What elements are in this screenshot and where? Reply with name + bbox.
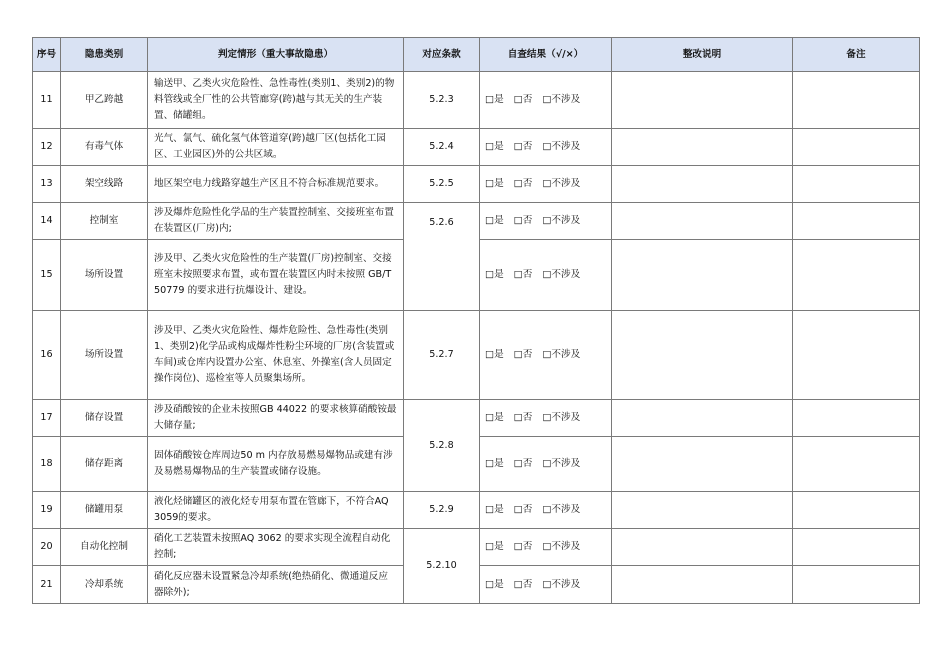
row-remark[interactable] xyxy=(793,240,920,311)
option-no[interactable]: □否 xyxy=(513,141,533,152)
row-clause: 5.2.9 xyxy=(404,492,480,529)
row-result xyxy=(480,492,612,529)
option-no[interactable]: □否 xyxy=(513,178,533,189)
row-no: 20 xyxy=(33,529,61,566)
row-result xyxy=(480,529,612,566)
row-remark[interactable] xyxy=(793,203,920,240)
row-rectification[interactable] xyxy=(612,311,793,400)
row-category: 架空线路 xyxy=(61,166,148,203)
option-yes[interactable]: □是 xyxy=(485,578,504,590)
option-na[interactable]: □不涉及 xyxy=(542,141,581,152)
row-criteria: 涉及甲、乙类火灾危险性的生产装置(厂房)控制室、交接班室未按照要求布置，或布置在装置区内时未按照 GB/T 50779 的要求进行抗爆设计、建设。 xyxy=(148,240,404,311)
row-no: 15 xyxy=(33,240,61,311)
table-row xyxy=(33,129,920,166)
row-criteria: 涉及硝酸铵的企业未按照GB 44022 的要求核算硝酸铵最大储存量; xyxy=(148,400,404,437)
option-no[interactable]: □否 xyxy=(513,269,533,280)
row-clause: 5.2.10 xyxy=(404,529,480,604)
row-remark[interactable] xyxy=(793,437,920,492)
row-clause: 5.2.4 xyxy=(404,129,480,166)
row-category: 甲乙跨越 xyxy=(61,72,148,129)
option-na[interactable]: □不涉及 xyxy=(542,578,581,590)
row-no: 19 xyxy=(33,492,61,529)
row-rectification[interactable] xyxy=(612,529,793,566)
option-na[interactable]: □不涉及 xyxy=(542,215,581,226)
header-result: 自查结果（√/×） xyxy=(480,38,612,72)
row-remark[interactable] xyxy=(793,72,920,129)
option-no[interactable]: □否 xyxy=(513,94,533,105)
table-row xyxy=(33,311,920,400)
option-yes[interactable]: □是 xyxy=(485,541,504,552)
row-remark[interactable] xyxy=(793,311,920,400)
row-remark[interactable] xyxy=(793,529,920,566)
row-category: 控制室 xyxy=(61,203,148,240)
row-criteria: 固体硝酸铵仓库周边50 m 内存放易燃易爆物品或建有涉及易燃易爆物品的生产装置或储存设施。 xyxy=(148,437,404,492)
hazard-checklist-table xyxy=(32,37,920,604)
row-result xyxy=(480,72,612,129)
row-rectification[interactable] xyxy=(612,240,793,311)
row-rectification[interactable] xyxy=(612,129,793,166)
row-remark[interactable] xyxy=(793,400,920,437)
option-na[interactable]: □不涉及 xyxy=(542,541,581,552)
row-criteria: 地区架空电力线路穿越生产区且不符合标准规范要求。 xyxy=(148,166,404,203)
row-remark[interactable] xyxy=(793,566,920,604)
row-remark[interactable] xyxy=(793,129,920,166)
row-result xyxy=(480,240,612,311)
option-na[interactable]: □不涉及 xyxy=(542,269,581,280)
row-criteria: 涉及爆炸危险性化学品的生产装置控制室、交接班室布置在装置区(厂房)内; xyxy=(148,203,404,240)
row-category: 冷却系统 xyxy=(61,566,148,604)
row-criteria: 输送甲、乙类火灾危险性、急性毒性(类别1、类别2)的物料管线或全厂性的公共管廊穿(跨)越与其无关的生产装置、储罐组。 xyxy=(148,72,404,129)
option-no[interactable]: □否 xyxy=(513,504,533,515)
row-result xyxy=(480,129,612,166)
header-rectification: 整改说明 xyxy=(612,38,793,72)
row-result xyxy=(480,311,612,400)
row-category: 储存距离 xyxy=(61,437,148,492)
table-row xyxy=(33,166,920,203)
option-yes[interactable]: □是 xyxy=(485,178,504,189)
header-clause: 对应条款 xyxy=(404,38,480,72)
option-yes[interactable]: □是 xyxy=(485,458,504,469)
header-criteria: 判定情形（重大事故隐患） xyxy=(148,38,404,72)
row-result xyxy=(480,400,612,437)
row-rectification[interactable] xyxy=(612,400,793,437)
table-row xyxy=(33,203,920,240)
option-na[interactable]: □不涉及 xyxy=(542,412,581,423)
row-category: 储罐用泵 xyxy=(61,492,148,529)
row-category: 储存设置 xyxy=(61,400,148,437)
option-no[interactable]: □否 xyxy=(513,578,533,590)
option-na[interactable]: □不涉及 xyxy=(542,504,581,515)
header-remark: 备注 xyxy=(793,38,920,72)
row-criteria: 光气、氯气、硫化氢气体管道穿(跨)越厂区(包括化工园区、工业园区)外的公共区域。 xyxy=(148,129,404,166)
option-na[interactable]: □不涉及 xyxy=(542,349,581,360)
table-row xyxy=(33,72,920,129)
row-category: 自动化控制 xyxy=(61,529,148,566)
header-category: 隐患类别 xyxy=(61,38,148,72)
row-rectification[interactable] xyxy=(612,566,793,604)
row-no: 13 xyxy=(33,166,61,203)
row-result xyxy=(480,437,612,492)
row-rectification[interactable] xyxy=(612,166,793,203)
row-remark[interactable] xyxy=(793,492,920,529)
option-na[interactable]: □不涉及 xyxy=(542,178,581,189)
row-result xyxy=(480,566,612,604)
row-clause: 5.2.7 xyxy=(404,311,480,400)
header-row xyxy=(33,38,920,72)
row-rectification[interactable] xyxy=(612,203,793,240)
row-no: 16 xyxy=(33,311,61,400)
row-clause: 5.2.8 xyxy=(404,400,480,492)
row-no: 18 xyxy=(33,437,61,492)
option-no[interactable]: □否 xyxy=(513,349,533,360)
option-yes[interactable]: □是 xyxy=(485,215,504,226)
option-yes[interactable]: □是 xyxy=(485,349,504,360)
row-no: 21 xyxy=(33,566,61,604)
row-no: 12 xyxy=(33,129,61,166)
option-no[interactable]: □否 xyxy=(513,458,533,469)
table-row xyxy=(33,400,920,437)
option-na[interactable]: □不涉及 xyxy=(542,94,581,105)
row-criteria: 液化烃储罐区的液化烃专用泵布置在管廊下，不符合AQ 3059的要求。 xyxy=(148,492,404,529)
option-yes[interactable]: □是 xyxy=(485,412,504,423)
table-row xyxy=(33,529,920,566)
row-no: 17 xyxy=(33,400,61,437)
row-rectification[interactable] xyxy=(612,437,793,492)
row-criteria: 涉及甲、乙类火灾危险性、爆炸危险性、急性毒性(类别1、类别2)化学品或构成爆炸性粉尘环境的厂房(含装置或车间)或仓库内设置办公室、休息室、外操室(含人员固定操作岗位)、巡检室等人员聚集场所。 xyxy=(148,311,404,400)
checklist-page xyxy=(32,37,920,604)
row-category: 场所设置 xyxy=(61,240,148,311)
option-no[interactable]: □否 xyxy=(513,541,533,552)
row-result xyxy=(480,203,612,240)
row-clause: 5.2.3 xyxy=(404,72,480,129)
row-no: 14 xyxy=(33,203,61,240)
row-category: 场所设置 xyxy=(61,311,148,400)
header-no: 序号 xyxy=(33,38,61,72)
option-yes[interactable]: □是 xyxy=(485,269,504,280)
option-yes[interactable]: □是 xyxy=(485,141,504,152)
option-na[interactable]: □不涉及 xyxy=(542,458,581,469)
row-criteria: 硝化工艺装置未按照AQ 3062 的要求实现全流程自动化控制; xyxy=(148,529,404,566)
option-no[interactable]: □否 xyxy=(513,215,533,226)
row-remark[interactable] xyxy=(793,166,920,203)
row-criteria: 硝化反应器未设置紧急冷却系统(绝热硝化、微通道反应器除外); xyxy=(148,566,404,604)
option-no[interactable]: □否 xyxy=(513,412,533,423)
table-row xyxy=(33,492,920,529)
option-yes[interactable]: □是 xyxy=(485,504,504,515)
row-rectification[interactable] xyxy=(612,72,793,129)
row-category: 有毒气体 xyxy=(61,129,148,166)
row-rectification[interactable] xyxy=(612,492,793,529)
row-clause: 5.2.5 xyxy=(404,166,480,203)
row-no: 11 xyxy=(33,72,61,129)
row-result xyxy=(480,166,612,203)
row-clause: 5.2.6 xyxy=(404,203,480,311)
option-yes[interactable]: □是 xyxy=(485,94,504,105)
